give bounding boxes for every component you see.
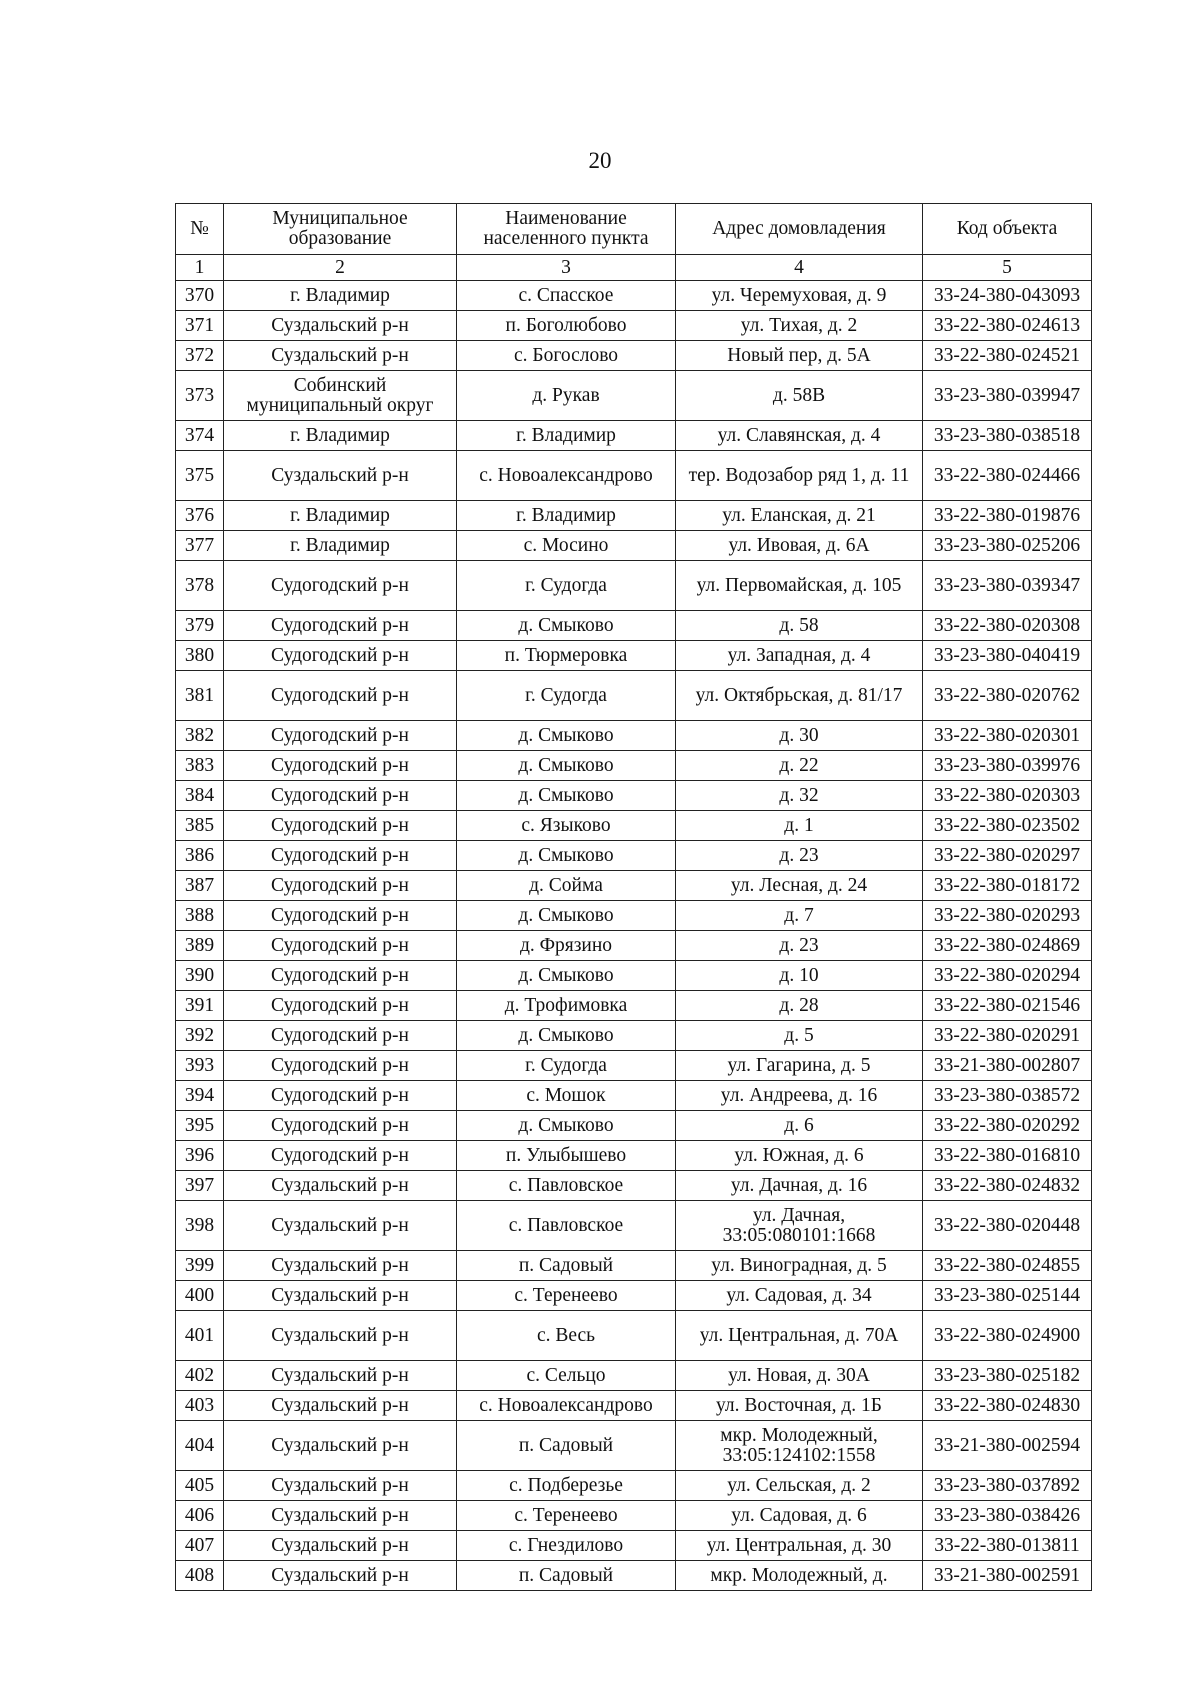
settlement-cell: с. Теренеево	[457, 1281, 676, 1311]
settlement-cell: д. Смыково	[457, 721, 676, 751]
address-cell: ул. Октябрьская, д. 81/17	[676, 671, 923, 721]
object-code-cell: 33-22-380-020762	[923, 671, 1092, 721]
header-municipality: Муниципальное образование	[224, 204, 457, 255]
object-code-cell: 33-23-380-040419	[923, 641, 1092, 671]
address-cell: ул. Южная, д. 6	[676, 1141, 923, 1171]
settlement-cell: д. Смыково	[457, 781, 676, 811]
table-row	[176, 311, 1092, 341]
table-row	[176, 931, 1092, 961]
object-code-cell: 33-22-380-023502	[923, 811, 1092, 841]
municipality-cell: Судогодский р-н	[224, 1111, 457, 1141]
row-number-cell: 383	[176, 751, 224, 781]
object-code-cell: 33-23-380-025182	[923, 1361, 1092, 1391]
settlement-cell: д. Рукав	[457, 371, 676, 421]
municipality-cell: Судогодский р-н	[224, 961, 457, 991]
table-row	[176, 1201, 1092, 1251]
object-code-cell: 33-23-380-037892	[923, 1471, 1092, 1501]
municipality-cell: Суздальский р-н	[224, 1561, 457, 1591]
object-code-cell: 33-23-380-038518	[923, 421, 1092, 451]
object-code-cell: 33-22-380-024613	[923, 311, 1092, 341]
row-number-cell: 400	[176, 1281, 224, 1311]
table-row	[176, 751, 1092, 781]
address-cell: тер. Водозабор ряд 1, д. 11	[676, 451, 923, 501]
header-address: Адрес домовладения	[676, 204, 923, 255]
settlement-cell: д. Смыково	[457, 1021, 676, 1051]
object-code-cell: 33-22-380-024830	[923, 1391, 1092, 1421]
header-settlement: Наименование населенного пункта	[457, 204, 676, 255]
column-number: 2	[224, 255, 457, 281]
address-cell: ул. Лесная, д. 24	[676, 871, 923, 901]
row-number-cell: 397	[176, 1171, 224, 1201]
row-number-cell: 401	[176, 1311, 224, 1361]
address-cell: ул. Ивовая, д. 6А	[676, 531, 923, 561]
object-code-cell: 33-24-380-043093	[923, 281, 1092, 311]
column-number-row	[176, 255, 1092, 281]
object-code-cell: 33-21-380-002807	[923, 1051, 1092, 1081]
object-code-cell: 33-22-380-020308	[923, 611, 1092, 641]
municipality-cell: Судогодский р-н	[224, 671, 457, 721]
settlement-cell: д. Смыково	[457, 901, 676, 931]
address-cell: ул. Восточная, д. 1Б	[676, 1391, 923, 1421]
row-number-cell: 408	[176, 1561, 224, 1591]
row-number-cell: 406	[176, 1501, 224, 1531]
row-number-cell: 387	[176, 871, 224, 901]
table-row	[176, 421, 1092, 451]
municipality-cell: г. Владимир	[224, 421, 457, 451]
address-cell: д. 7	[676, 901, 923, 931]
municipality-cell: Суздальский р-н	[224, 1471, 457, 1501]
object-code-cell: 33-22-380-024832	[923, 1171, 1092, 1201]
settlement-cell: п. Тюрмеровка	[457, 641, 676, 671]
table-row	[176, 1051, 1092, 1081]
settlement-cell: с. Спасское	[457, 281, 676, 311]
object-code-cell: 33-23-380-038426	[923, 1501, 1092, 1531]
object-code-cell: 33-23-380-039347	[923, 561, 1092, 611]
header-object-code: Код объекта	[923, 204, 1092, 255]
address-cell: д. 28	[676, 991, 923, 1021]
address-cell: ул. Дачная, 33:05:080101:1668	[676, 1201, 923, 1251]
row-number-cell: 372	[176, 341, 224, 371]
column-number: 3	[457, 255, 676, 281]
address-cell: мкр. Молодежный, 33:05:124102:1558	[676, 1421, 923, 1471]
table-row	[176, 1171, 1092, 1201]
table-row	[176, 1421, 1092, 1471]
row-number-cell: 370	[176, 281, 224, 311]
municipality-cell: Суздальский р-н	[224, 341, 457, 371]
address-cell: ул. Садовая, д. 34	[676, 1281, 923, 1311]
address-cell: ул. Первомайская, д. 105	[676, 561, 923, 611]
row-number-cell: 380	[176, 641, 224, 671]
row-number-cell: 395	[176, 1111, 224, 1141]
address-cell: ул. Виноградная, д. 5	[676, 1251, 923, 1281]
object-code-cell: 33-23-380-039976	[923, 751, 1092, 781]
address-cell: д. 6	[676, 1111, 923, 1141]
address-cell: д. 58В	[676, 371, 923, 421]
municipality-cell: г. Владимир	[224, 281, 457, 311]
property-registry-table	[175, 203, 1092, 1591]
address-cell: ул. Андреева, д. 16	[676, 1081, 923, 1111]
row-number-cell: 404	[176, 1421, 224, 1471]
object-code-cell: 33-22-380-024869	[923, 931, 1092, 961]
row-number-cell: 394	[176, 1081, 224, 1111]
table-row	[176, 451, 1092, 501]
table-row	[176, 1391, 1092, 1421]
address-cell: ул. Еланская, д. 21	[676, 501, 923, 531]
object-code-cell: 33-22-380-024900	[923, 1311, 1092, 1361]
row-number-cell: 402	[176, 1361, 224, 1391]
municipality-cell: Суздальский р-н	[224, 1201, 457, 1251]
settlement-cell: с. Мосино	[457, 531, 676, 561]
address-cell: ул. Новая, д. 30А	[676, 1361, 923, 1391]
table-row	[176, 1471, 1092, 1501]
address-cell: ул. Центральная, д. 30	[676, 1531, 923, 1561]
address-cell: ул. Дачная, д. 16	[676, 1171, 923, 1201]
table-row	[176, 611, 1092, 641]
row-number-cell: 378	[176, 561, 224, 611]
row-number-cell: 392	[176, 1021, 224, 1051]
municipality-cell: Судогодский р-н	[224, 1021, 457, 1051]
table-row	[176, 641, 1092, 671]
municipality-cell: Суздальский р-н	[224, 311, 457, 341]
address-cell: д. 58	[676, 611, 923, 641]
object-code-cell: 33-21-380-002591	[923, 1561, 1092, 1591]
table-row	[176, 1361, 1092, 1391]
address-cell: ул. Черемуховая, д. 9	[676, 281, 923, 311]
page-number: 20	[588, 148, 612, 173]
municipality-cell: Судогодский р-н	[224, 991, 457, 1021]
municipality-cell: г. Владимир	[224, 501, 457, 531]
settlement-cell: д. Сойма	[457, 871, 676, 901]
municipality-cell: Судогодский р-н	[224, 931, 457, 961]
address-cell: ул. Тихая, д. 2	[676, 311, 923, 341]
settlement-cell: с. Мошок	[457, 1081, 676, 1111]
address-cell: д. 10	[676, 961, 923, 991]
address-cell: ул. Гагарина, д. 5	[676, 1051, 923, 1081]
table-row	[176, 811, 1092, 841]
object-code-cell: 33-22-380-013811	[923, 1531, 1092, 1561]
municipality-cell: Суздальский р-н	[224, 1391, 457, 1421]
municipality-cell: Собинский муниципальный округ	[224, 371, 457, 421]
table-row	[176, 1531, 1092, 1561]
table-row	[176, 1141, 1092, 1171]
municipality-cell: Судогодский р-н	[224, 561, 457, 611]
table-row	[176, 871, 1092, 901]
object-code-cell: 33-21-380-002594	[923, 1421, 1092, 1471]
address-cell: д. 23	[676, 841, 923, 871]
object-code-cell: 33-22-380-020448	[923, 1201, 1092, 1251]
object-code-cell: 33-23-380-038572	[923, 1081, 1092, 1111]
table-row	[176, 1501, 1092, 1531]
row-number-cell: 381	[176, 671, 224, 721]
row-number-cell: 371	[176, 311, 224, 341]
settlement-cell: д. Смыково	[457, 961, 676, 991]
table-row	[176, 1281, 1092, 1311]
settlement-cell: г. Судогда	[457, 1051, 676, 1081]
object-code-cell: 33-22-380-019876	[923, 501, 1092, 531]
address-cell: ул. Западная, д. 4	[676, 641, 923, 671]
address-cell: ул. Славянская, д. 4	[676, 421, 923, 451]
table-row	[176, 961, 1092, 991]
table-row	[176, 561, 1092, 611]
row-number-cell: 373	[176, 371, 224, 421]
row-number-cell: 405	[176, 1471, 224, 1501]
table-row	[176, 781, 1092, 811]
address-cell: д. 5	[676, 1021, 923, 1051]
table-row	[176, 901, 1092, 931]
address-cell: Новый пер, д. 5А	[676, 341, 923, 371]
row-number-cell: 391	[176, 991, 224, 1021]
address-cell: ул. Центральная, д. 70А	[676, 1311, 923, 1361]
row-number-cell: 396	[176, 1141, 224, 1171]
settlement-cell: с. Весь	[457, 1311, 676, 1361]
object-code-cell: 33-22-380-021546	[923, 991, 1092, 1021]
row-number-cell: 407	[176, 1531, 224, 1561]
settlement-cell: д. Трофимовка	[457, 991, 676, 1021]
municipality-cell: Судогодский р-н	[224, 641, 457, 671]
object-code-cell: 33-22-380-020294	[923, 961, 1092, 991]
municipality-cell: Судогодский р-н	[224, 611, 457, 641]
settlement-cell: п. Садовый	[457, 1251, 676, 1281]
municipality-cell: Суздальский р-н	[224, 1311, 457, 1361]
row-number-cell: 385	[176, 811, 224, 841]
table-row	[176, 841, 1092, 871]
settlement-cell: п. Садовый	[457, 1421, 676, 1471]
table-row	[176, 1311, 1092, 1361]
table-row	[176, 1111, 1092, 1141]
row-number-cell: 403	[176, 1391, 224, 1421]
table-row	[176, 1251, 1092, 1281]
settlement-cell: г. Судогда	[457, 671, 676, 721]
address-cell: ул. Садовая, д. 6	[676, 1501, 923, 1531]
settlement-cell: д. Смыково	[457, 1111, 676, 1141]
column-number: 1	[176, 255, 224, 281]
table-row	[176, 1081, 1092, 1111]
address-cell: д. 32	[676, 781, 923, 811]
municipality-cell: Суздальский р-н	[224, 451, 457, 501]
object-code-cell: 33-22-380-024855	[923, 1251, 1092, 1281]
municipality-cell: Суздальский р-н	[224, 1171, 457, 1201]
municipality-cell: Суздальский р-н	[224, 1531, 457, 1561]
settlement-cell: с. Павловское	[457, 1201, 676, 1251]
settlement-cell: г. Владимир	[457, 421, 676, 451]
row-number-cell: 377	[176, 531, 224, 561]
address-cell: д. 23	[676, 931, 923, 961]
row-number-cell: 393	[176, 1051, 224, 1081]
row-number-cell: 386	[176, 841, 224, 871]
settlement-cell: д. Смыково	[457, 611, 676, 641]
municipality-cell: Суздальский р-н	[224, 1251, 457, 1281]
column-number: 5	[923, 255, 1092, 281]
settlement-cell: д. Смыково	[457, 751, 676, 781]
municipality-cell: Суздальский р-н	[224, 1421, 457, 1471]
municipality-cell: Судогодский р-н	[224, 781, 457, 811]
table-row	[176, 341, 1092, 371]
row-number-cell: 375	[176, 451, 224, 501]
municipality-cell: Судогодский р-н	[224, 841, 457, 871]
municipality-cell: Судогодский р-н	[224, 901, 457, 931]
row-number-cell: 389	[176, 931, 224, 961]
object-code-cell: 33-22-380-020293	[923, 901, 1092, 931]
municipality-cell: Суздальский р-н	[224, 1361, 457, 1391]
settlement-cell: г. Владимир	[457, 501, 676, 531]
header-number: №	[176, 204, 224, 255]
municipality-cell: Судогодский р-н	[224, 721, 457, 751]
row-number-cell: 399	[176, 1251, 224, 1281]
table-body	[176, 281, 1092, 1591]
address-cell: д. 30	[676, 721, 923, 751]
column-number: 4	[676, 255, 923, 281]
table-row	[176, 991, 1092, 1021]
settlement-cell: с. Павловское	[457, 1171, 676, 1201]
row-number-cell: 384	[176, 781, 224, 811]
object-code-cell: 33-22-380-016810	[923, 1141, 1092, 1171]
object-code-cell: 33-22-380-024521	[923, 341, 1092, 371]
row-number-cell: 374	[176, 421, 224, 451]
row-number-cell: 388	[176, 901, 224, 931]
municipality-cell: Судогодский р-н	[224, 871, 457, 901]
object-code-cell: 33-23-380-039947	[923, 371, 1092, 421]
address-cell: мкр. Молодежный, д.	[676, 1561, 923, 1591]
settlement-cell: д. Смыково	[457, 841, 676, 871]
settlement-cell: п. Боголюбово	[457, 311, 676, 341]
object-code-cell: 33-22-380-020291	[923, 1021, 1092, 1051]
municipality-cell: Судогодский р-н	[224, 1081, 457, 1111]
object-code-cell: 33-22-380-024466	[923, 451, 1092, 501]
table-row	[176, 671, 1092, 721]
object-code-cell: 33-22-380-020303	[923, 781, 1092, 811]
table-row	[176, 501, 1092, 531]
table-row	[176, 281, 1092, 311]
object-code-cell: 33-22-380-020292	[923, 1111, 1092, 1141]
settlement-cell: с. Новоалександрово	[457, 451, 676, 501]
row-number-cell: 379	[176, 611, 224, 641]
row-number-cell: 398	[176, 1201, 224, 1251]
address-cell: д. 22	[676, 751, 923, 781]
settlement-cell: п. Садовый	[457, 1561, 676, 1591]
table-header-row	[176, 204, 1092, 255]
municipality-cell: Судогодский р-н	[224, 811, 457, 841]
settlement-cell: с. Теренеево	[457, 1501, 676, 1531]
municipality-cell: Судогодский р-н	[224, 1141, 457, 1171]
municipality-cell: Судогодский р-н	[224, 1051, 457, 1081]
settlement-cell: с. Новоалександрово	[457, 1391, 676, 1421]
settlement-cell: п. Улыбышево	[457, 1141, 676, 1171]
municipality-cell: Судогодский р-н	[224, 751, 457, 781]
table-row	[176, 371, 1092, 421]
row-number-cell: 390	[176, 961, 224, 991]
object-code-cell: 33-23-380-025206	[923, 531, 1092, 561]
settlement-cell: с. Языково	[457, 811, 676, 841]
municipality-cell: Суздальский р-н	[224, 1281, 457, 1311]
municipality-cell: Суздальский р-н	[224, 1501, 457, 1531]
table-row	[176, 1021, 1092, 1051]
table-row	[176, 721, 1092, 751]
row-number-cell: 376	[176, 501, 224, 531]
object-code-cell: 33-23-380-025144	[923, 1281, 1092, 1311]
address-cell: д. 1	[676, 811, 923, 841]
object-code-cell: 33-22-380-020297	[923, 841, 1092, 871]
settlement-cell: с. Богослово	[457, 341, 676, 371]
settlement-cell: г. Судогда	[457, 561, 676, 611]
municipality-cell: г. Владимир	[224, 531, 457, 561]
settlement-cell: с. Сельцо	[457, 1361, 676, 1391]
settlement-cell: д. Фрязино	[457, 931, 676, 961]
settlement-cell: с. Гнездилово	[457, 1531, 676, 1561]
address-cell: ул. Сельская, д. 2	[676, 1471, 923, 1501]
object-code-cell: 33-22-380-018172	[923, 871, 1092, 901]
table-row	[176, 1561, 1092, 1591]
row-number-cell: 382	[176, 721, 224, 751]
table-row	[176, 531, 1092, 561]
settlement-cell: с. Подберезье	[457, 1471, 676, 1501]
object-code-cell: 33-22-380-020301	[923, 721, 1092, 751]
